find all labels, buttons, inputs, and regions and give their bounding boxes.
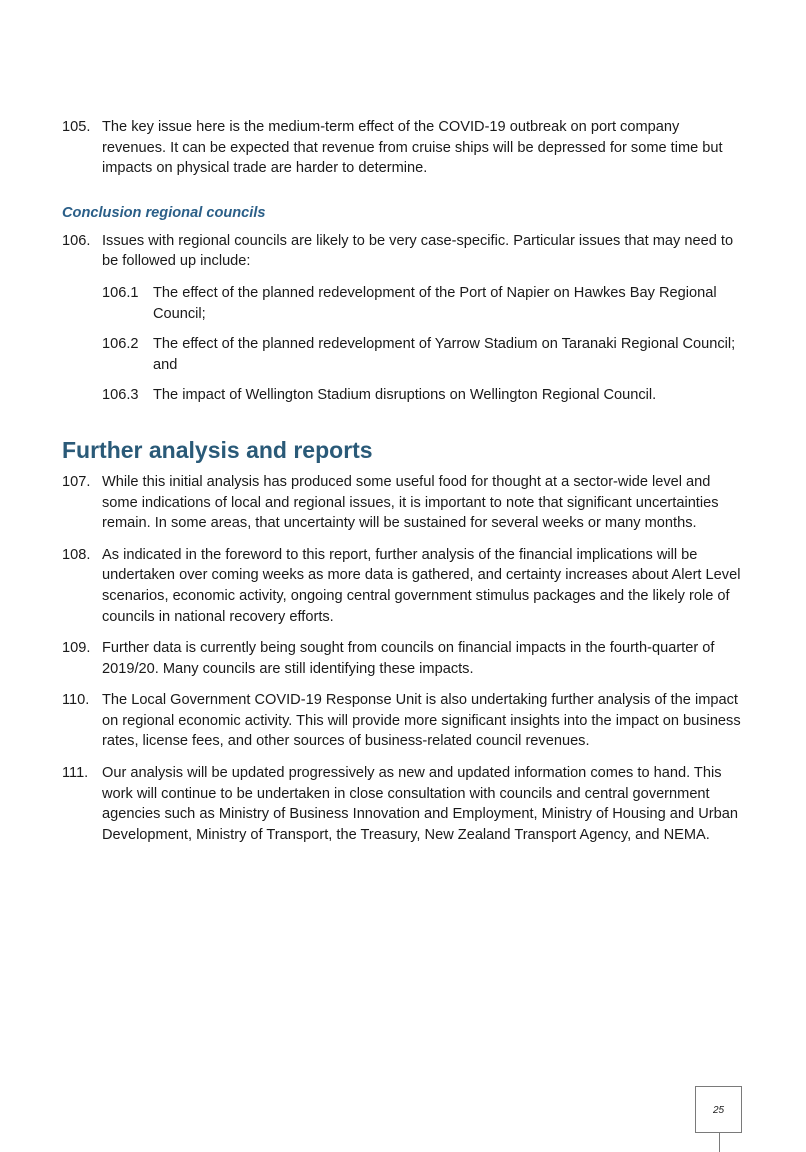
subparagraph-106-2 <box>62 334 746 375</box>
paragraph-text: While this initial analysis has produced some useful food for thought at a sector-wide level and some indications of local and regional issues, it is important to note that significant uncertainties remain. In some areas, that uncertainty will be sustained for several weeks or many months. <box>102 473 719 532</box>
paragraph-number: 106. <box>62 232 91 249</box>
subparagraph-text: The effect of the planned redevelopment of the Port of Napier on Hawkes Bay Regional Council; <box>153 284 717 322</box>
paragraph-106 <box>62 231 746 272</box>
subparagraph-text: The impact of Wellington Stadium disruptions on Wellington Regional Council. <box>153 387 657 404</box>
paragraph-107 <box>62 472 746 534</box>
paragraph-111 <box>62 763 746 845</box>
page-number: 25 <box>712 1105 725 1116</box>
paragraph-text: As indicated in the foreword to this report, further analysis of the financial implications will be undertaken over coming weeks as more data is gathered, and certainty increases about Alert Level scenarios, economic activity, ongoing central government stimulus packages and the likely role of councils in national recovery efforts. <box>102 546 741 625</box>
paragraph-number: 110. <box>62 692 90 709</box>
paragraph-number: 111. <box>62 765 89 782</box>
paragraph-109 <box>62 638 746 679</box>
subparagraph-number: 106.2 <box>102 336 139 353</box>
paragraph-text: Further data is currently being sought from councils on financial impacts in the fourth-quarter of 2019/20. Many councils are still identifying these impacts. <box>102 640 715 677</box>
subparagraph-text: The effect of the planned redevelopment of Yarrow Stadium on Taranaki Regional Council; and <box>153 336 736 373</box>
paragraph-text: The Local Government COVID-19 Response Unit is also undertaking further analysis of the impact on regional economic activity. This will provide more significant insights into the impact on business rates, license fees, and other sources of business-related council revenues. <box>102 692 741 750</box>
subheading-conclusion-regional-councils: Conclusion regional councils <box>62 204 266 221</box>
page-number-box <box>695 1086 742 1133</box>
section-heading-further-analysis: Further analysis and reports <box>62 436 373 463</box>
paragraph-108 <box>62 545 746 627</box>
subparagraph-number: 106.3 <box>102 387 139 404</box>
subparagraph-106-3 <box>62 385 746 406</box>
document-body <box>62 117 746 856</box>
paragraph-number: 105. <box>62 119 91 135</box>
paragraph-number: 108. <box>62 546 91 563</box>
paragraph-number: 107. <box>62 473 91 490</box>
paragraph-text: The key issue here is the medium-term effect of the COVID-19 outbreak on port company revenues. It can be expected that revenue from cruise ships will be depressed for some time but impacts on physical trade are harder to determine. <box>102 119 723 177</box>
paragraph-105 <box>62 117 746 179</box>
paragraph-number: 109. <box>62 640 91 657</box>
subparagraph-number: 106.1 <box>102 284 139 301</box>
paragraph-110 <box>62 690 746 752</box>
page-number-tick-line <box>719 1133 720 1152</box>
subparagraph-106-1 <box>62 283 746 324</box>
paragraph-text: Our analysis will be updated progressively as new and updated information comes to hand. This work will continue to be undertaken in close consultation with councils and central government agencies such as Ministry of Business Innovation and Employment, Ministry of Housing and Urban Development, Ministry of Transport, the Treasury, New Zealand Transport Agency, and NEMA. <box>102 765 738 843</box>
paragraph-text: Issues with regional councils are likely to be very case-specific. Particular issues that may need to be followed up include: <box>102 232 734 270</box>
